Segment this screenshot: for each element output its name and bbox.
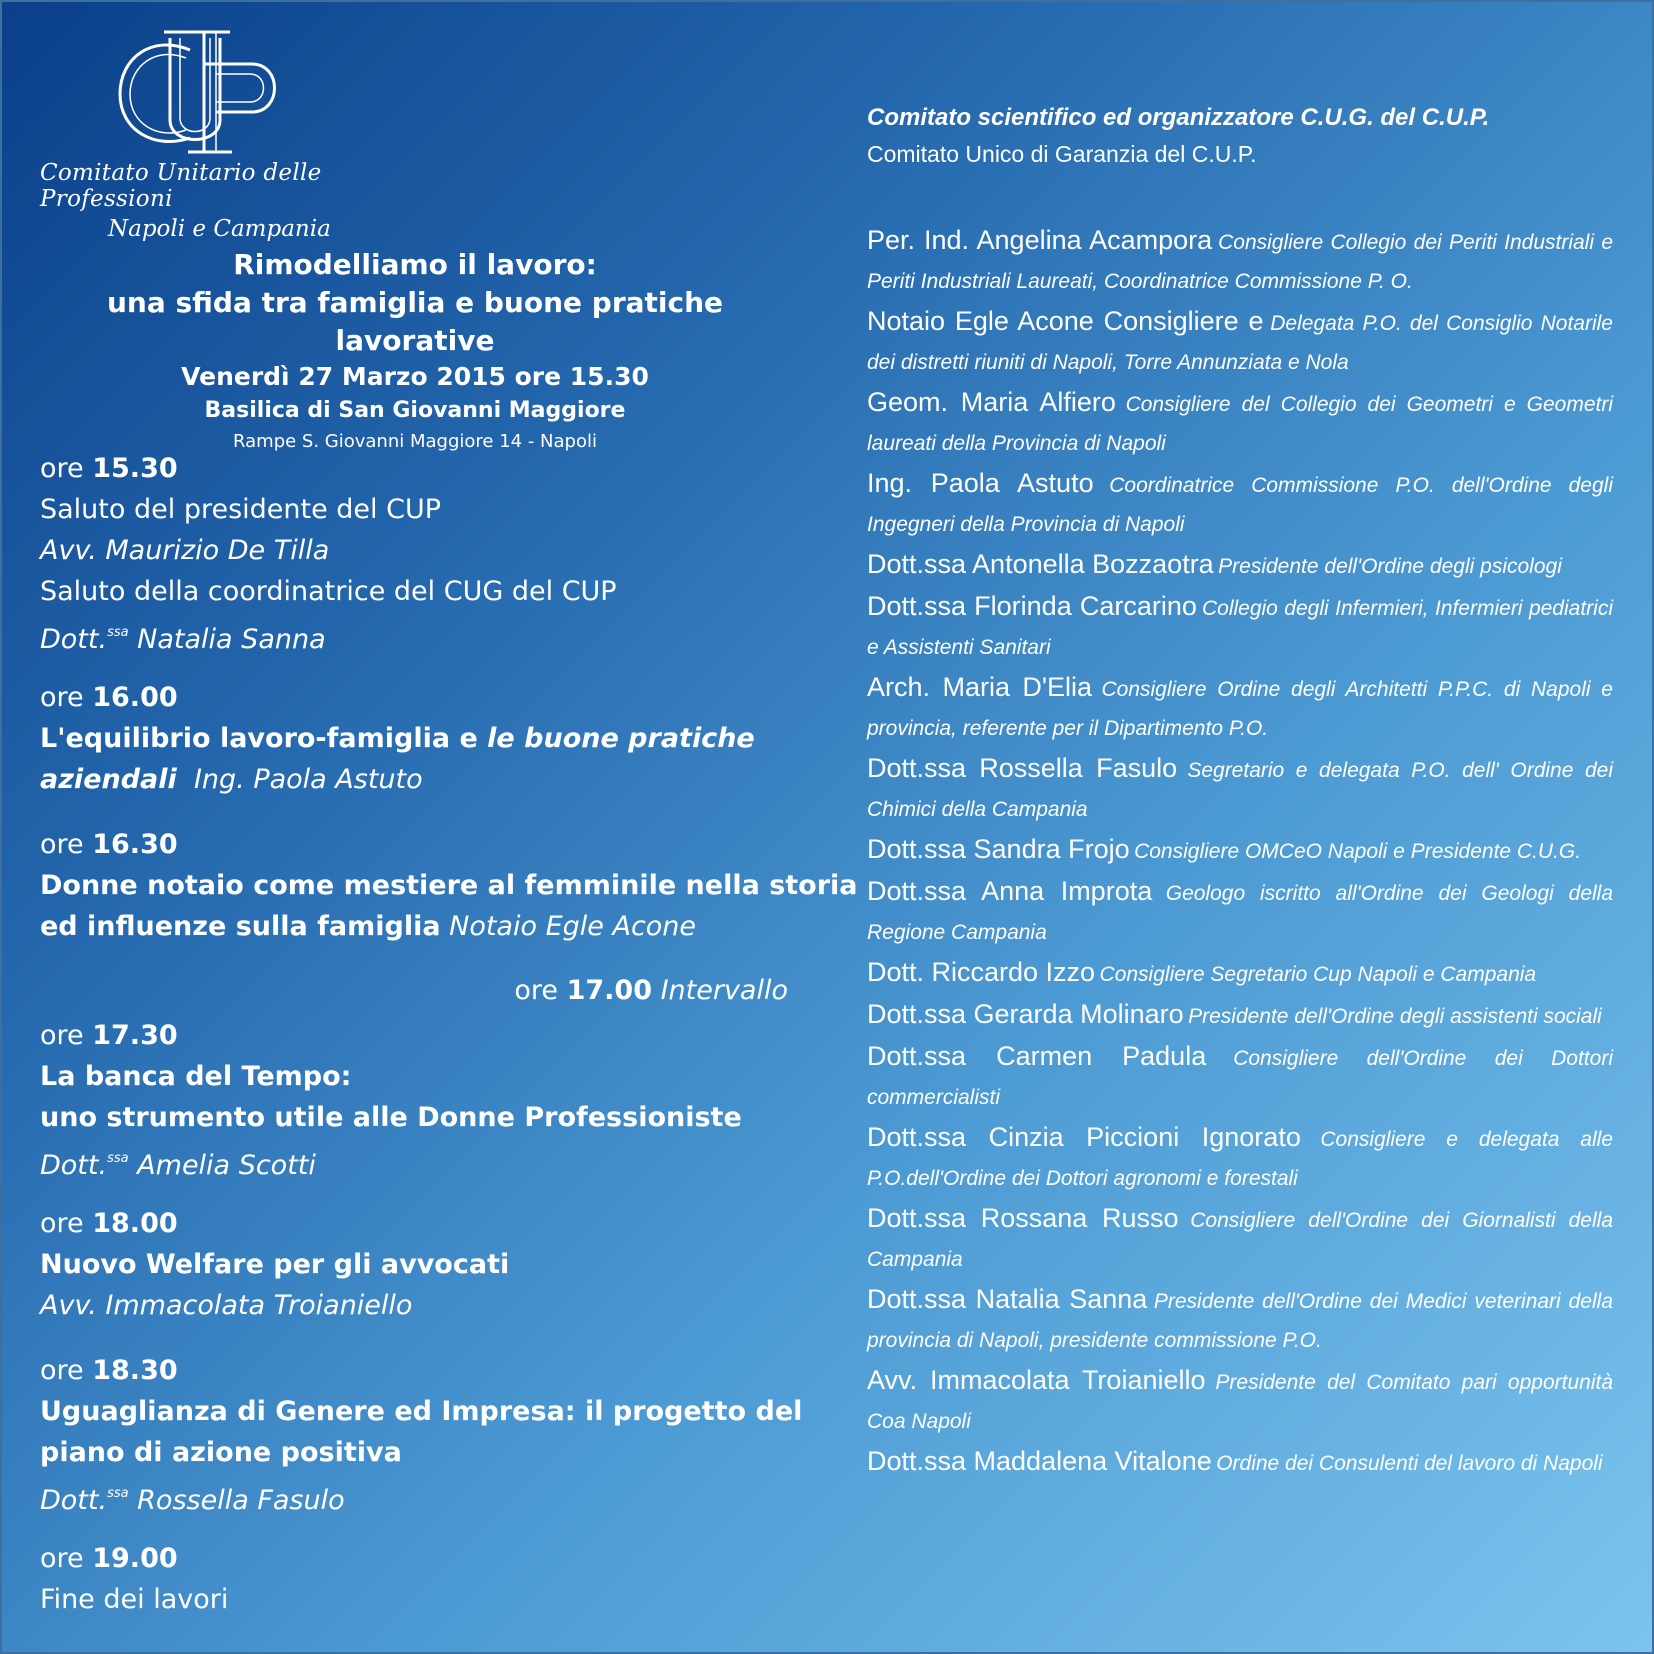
committee-member	[867, 1441, 1613, 1483]
session-title: Donne notaio come mestiere al femminile nella storia	[40, 870, 858, 901]
member-name: Ing. Paola Astuto	[867, 468, 1094, 498]
session-speaker: Notaio Egle Acone	[440, 911, 697, 942]
committee-member	[867, 1117, 1613, 1198]
session-time: 18.00	[92, 1208, 178, 1239]
committee-member	[867, 382, 1613, 463]
program-session-1830	[40, 1350, 803, 1521]
session-title-cont: aziendali Ing. Paola Astuto	[40, 764, 423, 795]
session-title: L'equilibrio lavoro-famiglia e le buone pratiche	[40, 723, 755, 754]
member-name: Arch. Maria D'Elia	[867, 672, 1093, 702]
member-role: Presidente del Comitato pari opportunità Coa Napoli	[867, 1371, 1614, 1433]
program-session-1900	[40, 1538, 790, 1620]
committee-members-list	[867, 220, 1613, 1483]
member-name: Dott.ssa Gerarda Molinaro	[867, 999, 1184, 1029]
session-line: Saluto della coordinatrice del CUG del CUP	[40, 576, 617, 607]
committee-member	[867, 748, 1613, 829]
member-name: Dott. Riccardo Izzo	[867, 957, 1096, 987]
committee-member	[867, 1198, 1613, 1279]
session-title: Nuovo Welfare per gli avvocati	[40, 1249, 510, 1280]
program-session-1530	[40, 448, 790, 660]
program-session-1600	[40, 677, 790, 800]
session-time: 17.30	[92, 1020, 178, 1051]
logo-caption	[40, 160, 380, 242]
session-ore: ore	[40, 682, 93, 713]
logo-caption-line1: Comitato Unitario delle Professioni	[40, 160, 322, 212]
committee-member	[867, 1279, 1613, 1360]
committee-header	[867, 100, 1627, 172]
session-ore: ore	[40, 1543, 93, 1574]
session-title-cont: piano di azione positiva	[40, 1437, 402, 1468]
member-name: Dott.ssa Florinda Carcarino	[867, 591, 1197, 621]
member-role: Ordine dei Consulenti del lavoro di Napoli	[1216, 1452, 1603, 1475]
session-speaker: Ing. Paola Astuto	[176, 764, 423, 795]
session-time: 19.00	[92, 1543, 178, 1574]
session-title-cont: uno strumento utile alle Donne Professioniste	[40, 1102, 742, 1133]
event-date: Venerdì 27 Marzo 2015 ore 15.30	[181, 362, 649, 391]
member-name: Dott.ssa Maddalena Vitalone	[867, 1446, 1212, 1476]
event-title-line1: Rimodelliamo il lavoro:	[233, 248, 597, 281]
session-line: Saluto del presidente del CUP	[40, 494, 442, 525]
session-time: 18.30	[92, 1355, 178, 1386]
member-name: Geom. Maria Alfiero	[867, 387, 1116, 417]
session-ore: ore	[40, 829, 93, 860]
committee-subheading: Comitato Unico di Garanzia del C.U.P.	[867, 141, 1257, 167]
program-session-1730	[40, 1015, 790, 1186]
member-name: Dott.ssa Rossana Russo	[867, 1203, 1179, 1233]
session-speaker: Dott.$^{ssa}$ Rossella Fasulo	[40, 1485, 345, 1516]
member-role: Consigliere e delegata alle P.O.dell'Ordine dei Dottori agronomi e forestali	[867, 1128, 1613, 1190]
committee-member	[867, 220, 1613, 301]
committee-member	[867, 1360, 1613, 1441]
committee-member	[867, 952, 1613, 994]
committee-member	[867, 1036, 1613, 1117]
event-venue: Basilica di San Giovanni Maggiore	[204, 398, 626, 423]
committee-heading: Comitato scientifico ed organizzatore C.U.G. del C.U.P.	[867, 104, 1490, 131]
session-speaker: Dott.$^{ssa}$ Natalia Sanna	[40, 624, 326, 655]
session-time: 17.00	[566, 975, 652, 1006]
member-role: Consigliere dell'Ordine dei Giornalisti della Campania	[867, 1209, 1613, 1271]
session-speaker: Avv. Maurizio De Tilla	[40, 535, 330, 566]
committee-member	[867, 829, 1613, 871]
member-name: Notaio Egle Acone Consigliere e	[867, 306, 1264, 336]
event-address: Rampe S. Giovanni Maggiore 14 - Napoli	[233, 431, 597, 452]
member-role: Delegata P.O. del Consiglio Notarile dei distretti riuniti di Napoli, Torre Annunziata e Nola	[867, 312, 1613, 374]
committee-member	[867, 463, 1613, 544]
program-session-1800	[40, 1203, 790, 1326]
program-session-1700	[40, 970, 788, 1011]
program-session-1630	[40, 824, 858, 947]
event-header	[40, 246, 790, 456]
session-time: 15.30	[92, 453, 178, 484]
member-name: Dott.ssa Sandra Frojo	[867, 834, 1130, 864]
member-role: Presidente dell'Ordine degli assistenti sociali	[1188, 1005, 1602, 1028]
member-role: Consigliere del Collegio dei Geometri e Geometri laureati della Provincia di Napoli	[867, 393, 1613, 455]
member-role: Geologo iscritto all'Ordine dei Geologi della Regione Campania	[867, 882, 1614, 944]
member-role: Collegio degli Infermieri, Infermieri pediatrici e Assistenti Sanitari	[867, 597, 1613, 659]
session-speaker: Avv. Immacolata Troianiello	[40, 1290, 413, 1321]
member-role: Coordinatrice Commissione P.O. dell'Ordine degli Ingegneri della Provincia di Napoli	[867, 474, 1613, 536]
session-title: La banca del Tempo:	[40, 1061, 352, 1092]
member-role: Consigliere Ordine degli Architetti P.P.C. di Napoli e provincia, referente per il Dipartimento P.O.	[867, 678, 1613, 740]
member-name: Per. Ind. Angelina Acampora	[867, 225, 1213, 255]
session-time: 16.00	[92, 682, 178, 713]
member-name: Dott.ssa Carmen Padula	[867, 1041, 1207, 1071]
session-label: Intervallo	[651, 975, 788, 1006]
session-speaker: Dott.$^{ssa}$ Amelia Scotti	[40, 1150, 316, 1181]
member-role: Presidente dell'Ordine degli psicologi	[1218, 555, 1562, 578]
committee-member	[867, 667, 1613, 748]
member-name: Dott.ssa Anna Improta	[867, 876, 1153, 906]
session-time: 16.30	[92, 829, 178, 860]
session-ore: ore	[40, 1355, 93, 1386]
member-name: Dott.ssa Cinzia Piccioni Ignorato	[867, 1122, 1301, 1152]
member-role: Consigliere Segretario Cup Napoli e Campania	[1099, 963, 1537, 986]
session-ore: ore	[40, 1208, 93, 1239]
committee-member	[867, 994, 1613, 1036]
event-title-line2: una sfida tra famiglia e buone pratiche lavorative	[106, 286, 724, 357]
cup-logo-icon	[112, 28, 287, 156]
session-ore: ore	[514, 975, 567, 1006]
member-role: Presidente dell'Ordine dei Medici veterinari della provincia di Napoli, presidente commissione P.O.	[867, 1290, 1613, 1352]
member-name: Avv. Immacolata Troianiello	[867, 1365, 1206, 1395]
member-role: Consigliere Collegio dei Periti Industriali e Periti Industriali Laureati, Coordinatrice Commissione P. O.	[867, 231, 1613, 293]
member-role: Consigliere OMCeO Napoli e Presidente C.U.G.	[1134, 840, 1582, 863]
committee-member	[867, 586, 1613, 667]
member-role: Segretario e delegata P.O. dell' Ordine dei Chimici della Campania	[867, 759, 1614, 821]
session-ore: ore	[40, 453, 93, 484]
committee-member	[867, 871, 1613, 952]
member-name: Dott.ssa Rossella Fasulo	[867, 753, 1178, 783]
member-role: Consigliere dell'Ordine dei Dottori commercialisti	[867, 1047, 1613, 1109]
session-title-cont: ed influenze sulla famiglia Notaio Egle Acone	[40, 911, 697, 942]
committee-member	[867, 301, 1613, 382]
session-title: Uguaglianza di Genere ed Impresa: il progetto del	[40, 1396, 803, 1427]
session-ore: ore	[40, 1020, 93, 1051]
member-name: Dott.ssa Antonella Bozzaotra	[867, 549, 1214, 579]
session-label: Fine dei lavori	[40, 1584, 229, 1615]
logo-caption-line2: Napoli e Campania	[108, 216, 331, 242]
committee-member	[867, 544, 1613, 586]
member-name: Dott.ssa Natalia Sanna	[867, 1284, 1148, 1314]
